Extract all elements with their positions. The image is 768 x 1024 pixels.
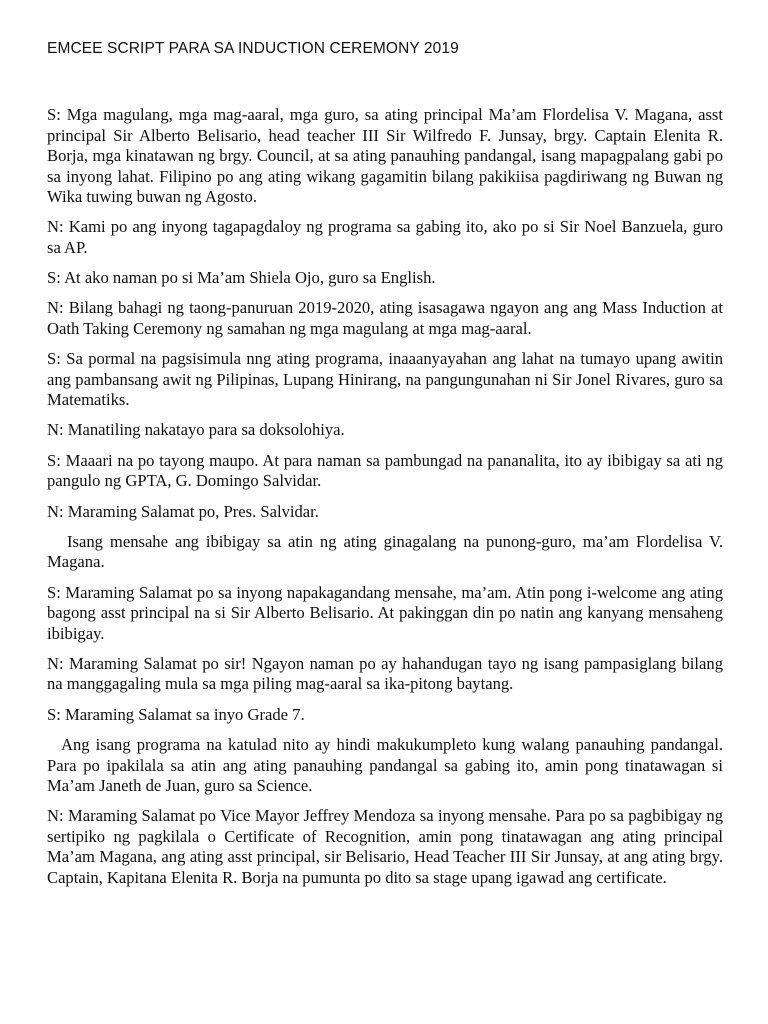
page-title: EMCEE SCRIPT PARA SA INDUCTION CEREMONY 2019 xyxy=(47,40,459,57)
script-paragraph: S: At ako naman po si Ma’am Shiela Ojo, guro sa English. xyxy=(47,268,436,288)
script-paragraph: N: Kami po ang inyong tagapagdaloy ng programa sa gabing ito, ako po si Sir Noel Banzuela, guro sa AP. xyxy=(47,217,723,257)
script-paragraph: S: Maaari na po tayong maupo. At para naman sa pambungad na pananalita, ito ay ibibigay sa ati ng pangulo ng GPTA, G. Domingo Salvidar. xyxy=(47,450,723,491)
script-paragraph: Isang mensahe ang ibibigay sa atin ng ating ginagalang na punong-guro, ma’am Flordelisa V. Magana. xyxy=(47,531,723,572)
script-paragraph: N: Maraming Salamat po, Pres. Salvidar. xyxy=(47,501,319,521)
script-paragraph: Ang isang programa na katulad nito ay hindi makukumpleto kung walang panauhing pandangal. Para po ipakilala sa atin ang ating panauhing pandangal sa gabing ito, amin pong tinatawagan si Ma’am Janeth de Juan, guro sa Science. xyxy=(47,735,723,796)
script-paragraph: N: Maraming Salamat po sir! Ngayon naman po ay hahandugan tayo ng isang pampasiglang bilang na manggagaling mula sa mga piling mag-aaral sa ika-pitong baytang. xyxy=(47,653,723,694)
script-paragraph: S: Mga magulang, mga mag-aaral, mga guro, sa ating principal Ma’am Flordelisa V. Magana, asst principal Sir Alberto Belisario, head teacher III Sir Wilfredo F. Junsay, brgy. Captain Elenita R. Borja, mga kinatawan ng brgy. Council, at sa ating panauhing pandangal, isang mapagpalang gabi po sa inyong lahat. Filipino po ang ating wikang gagamitin bilang pakikiisa pagdiriwang ng Buwan ng Wika tuwing buwan ng Agosto. xyxy=(47,105,723,206)
script-paragraph: S: Maraming Salamat sa inyo Grade 7. xyxy=(47,704,305,724)
script-paragraph: N: Maraming Salamat po Vice Mayor Jeffrey Mendoza sa inyong mensahe. Para po sa pagbibigay ng sertipiko ng pagkilala o Certificate of Recognition, amin pong tinatawagan ang ating principal Ma’am Magana, ang ating asst principal, sir Belisario, Head Teacher III Sir Junsay, at ang ating brgy. Captain, Kapitana Elenita R. Borja na pumunta po dito sa stage upang igawad ang certificate. xyxy=(47,806,723,887)
script-paragraph: N: Bilang bahagi ng taong-panuruan 2019-2020, ating isasagawa ngayon ang ang Mass Induction at Oath Taking Ceremony ng samahan ng mga magulang at mga mag-aaral. xyxy=(47,298,723,338)
script-body xyxy=(47,105,723,898)
script-paragraph: N: Manatiling nakatayo para sa doksolohiya. xyxy=(47,420,345,440)
script-paragraph: S: Maraming Salamat po sa inyong napakagandang mensahe, ma’am. Atin pong i-welcome ang ating bagong asst principal na si Sir Alberto Belisario. At pakinggan din po natin ang kanyang mensaheng ibibigay. xyxy=(47,582,723,643)
script-paragraph: S: Sa pormal na pagsisimula nng ating programa, inaaanyayahan ang lahat na tumayo upang awitin ang pambansang awit ng Pilipinas, Lupang Hinirang, na pangungunahan ni Sir Jonel Rivares, guro sa Matematiks. xyxy=(47,349,723,410)
